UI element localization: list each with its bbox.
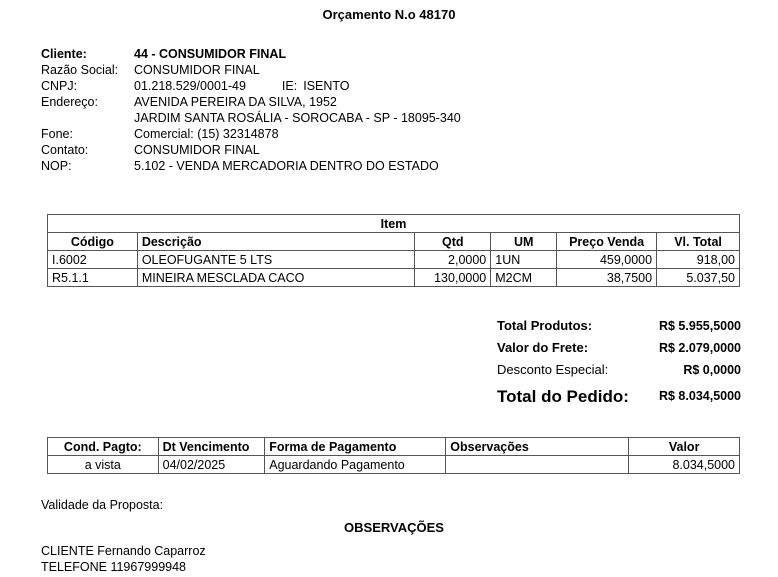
payment-table: [47, 437, 740, 474]
item-um: M2CM: [491, 269, 557, 287]
totals-block: [497, 316, 741, 410]
col-descricao: Descrição: [137, 233, 415, 251]
contato-label: Contato:: [41, 143, 89, 157]
nop-row: [41, 158, 461, 174]
pay-observacoes: [446, 456, 629, 474]
col-qtd: Qtd: [415, 233, 491, 251]
col-cond-pagto: Cond. Pagto:: [48, 438, 159, 456]
cnpj-value: 01.218.529/0001-49: [134, 79, 246, 93]
item-preco: 38,7500: [557, 269, 657, 287]
nop-label: NOP:: [41, 159, 72, 173]
item-qtd: 2,0000: [415, 251, 491, 269]
total-pedido-label: Total do Pedido:: [497, 387, 629, 406]
fone-row: [41, 126, 461, 142]
col-valor: Valor: [629, 438, 740, 456]
observacoes-title: OBSERVAÇÕES: [344, 520, 444, 535]
valor-frete-row: [497, 338, 741, 360]
fone-value: Comercial: (15) 32314878: [134, 127, 279, 141]
col-observacoes: Observações: [446, 438, 629, 456]
pay-forma: Aguardando Pagamento: [265, 456, 446, 474]
razao-row: [41, 62, 461, 78]
cliente-label: Cliente:: [41, 47, 87, 61]
ie-value: ISENTO: [303, 79, 350, 93]
razao-value: CONSUMIDOR FINAL: [134, 63, 260, 77]
col-total: Vl. Total: [657, 233, 740, 251]
item-descricao: OLEOFUGANTE 5 LTS: [137, 251, 415, 269]
document-title: Orçamento N.o 48170: [322, 7, 456, 22]
desconto-label: Desconto Especial:: [497, 362, 609, 377]
observacao-line: CLIENTE Fernando Caparroz: [41, 544, 206, 558]
table-row: [48, 251, 740, 269]
valor-frete-value: R$ 2.079,0000: [658, 341, 741, 355]
observacoes-lines: [41, 543, 206, 575]
pay-valor: 8.034,5000: [629, 456, 740, 474]
col-forma-pagamento: Forma de Pagamento: [265, 438, 446, 456]
cnpj-label: CNPJ:: [41, 79, 78, 93]
item-total: 918,00: [657, 251, 740, 269]
item-qtd: 130,0000: [415, 269, 491, 287]
item-codigo: R5.1.1: [48, 269, 138, 287]
desconto-row: [497, 360, 741, 382]
fone-label: Fone:: [41, 127, 73, 141]
items-caption: Item: [48, 215, 740, 233]
item-total: 5.037,50: [657, 269, 740, 287]
item-descricao: MINEIRA MESCLADA CACO: [137, 269, 415, 287]
items-header-row: [48, 233, 740, 251]
validade-label: Validade da Proposta:: [41, 498, 164, 512]
ie-label: IE:: [281, 79, 298, 93]
endereco-line2: JARDIM SANTA ROSÁLIA - SOROCABA - SP - 18095-340: [134, 111, 461, 125]
cliente-value: 44 - CONSUMIDOR FINAL: [134, 47, 287, 61]
item-codigo: I.6002: [48, 251, 138, 269]
col-um: UM: [491, 233, 557, 251]
total-pedido-row: [497, 382, 741, 410]
cliente-row: [41, 46, 461, 62]
col-dt-vencimento: Dt Vencimento: [158, 438, 265, 456]
valor-frete-label: Valor do Frete:: [497, 340, 589, 355]
col-preco: Preço Venda: [557, 233, 657, 251]
total-produtos-label: Total Produtos:: [497, 318, 593, 333]
total-produtos-row: [497, 316, 741, 338]
razao-label: Razão Social:: [41, 63, 119, 77]
endereco-row: [41, 94, 461, 110]
endereco-line1: AVENIDA PEREIRA DA SILVA, 1952: [134, 95, 337, 109]
pay-vencimento: 04/02/2025: [158, 456, 265, 474]
endereco-row-2: [41, 110, 461, 126]
client-info: [41, 46, 461, 174]
col-codigo: Código: [48, 233, 138, 251]
total-produtos-value: R$ 5.955,5000: [658, 319, 741, 333]
item-um: 1UN: [491, 251, 557, 269]
nop-value: 5.102 - VENDA MERCADORIA DENTRO DO ESTADO: [134, 159, 439, 173]
endereco-label: Endereço:: [41, 95, 98, 109]
contato-row: [41, 142, 461, 158]
contato-value: CONSUMIDOR FINAL: [134, 143, 260, 157]
payment-header-row: [48, 438, 740, 456]
observacao-line: TELEFONE 11967999948: [41, 560, 187, 574]
item-preco: 459,0000: [557, 251, 657, 269]
cnpj-row: [41, 78, 461, 94]
desconto-value: R$ 0,0000: [683, 363, 741, 377]
total-pedido-value: R$ 8.034,5000: [658, 389, 741, 403]
table-row: [48, 456, 740, 474]
items-table: [47, 214, 740, 287]
table-row: [48, 269, 740, 287]
pay-cond: a vista: [48, 456, 159, 474]
